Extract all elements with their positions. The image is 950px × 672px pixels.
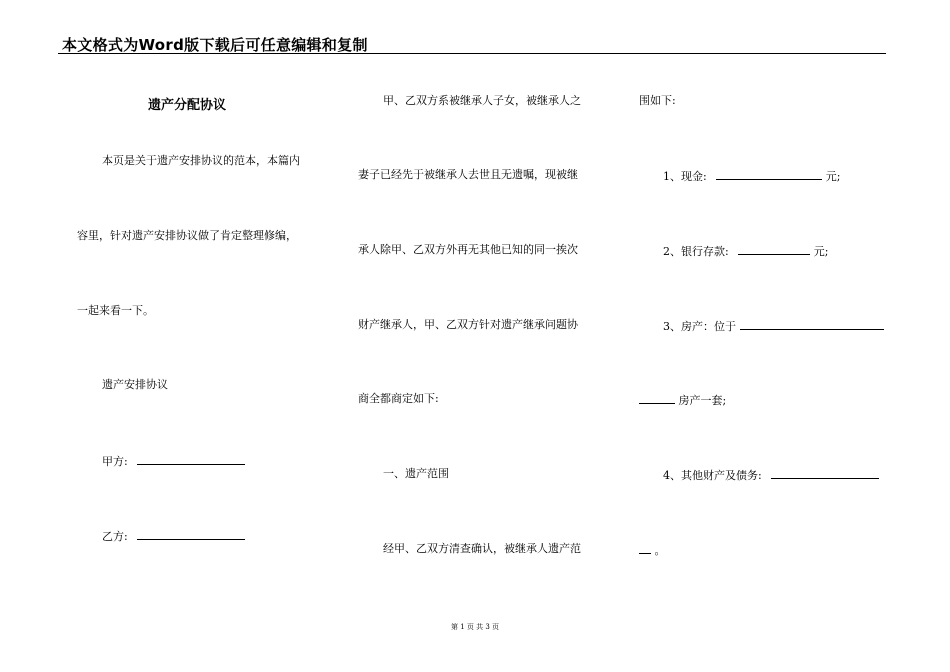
item-4-end: 。 [654,544,666,557]
item-4-blank [771,467,879,479]
section-1-text: 经甲、乙双方清查确认，被继承人遗产范 [383,542,581,555]
item-1-unit: 元; [825,170,841,183]
item-2-row [663,243,828,259]
item-1-blank [716,168,822,180]
item-1-row [663,168,840,184]
item-4-row [663,467,879,483]
item-3-blank [740,318,884,330]
party-b-label: 乙方: [102,530,128,543]
item-2-label: 2、银行存款: [663,245,729,258]
item-3-label: 3、房产：位于 [663,320,736,333]
party-b-blank [137,528,245,540]
item-3-cont: 房产一套; [678,394,727,407]
item-1-label: 1、现金: [663,170,707,183]
col3-line-1: 围如下: [639,94,676,107]
item-4-end-row [639,542,666,558]
col2-line-1: 甲、乙双方系被继承人子女，被继承人之 [383,94,581,107]
item-3-row [663,318,884,334]
party-a-blank [137,453,245,465]
party-a-label: 甲方: [102,455,128,468]
item-2-unit: 元; [813,245,829,258]
party-b-row [102,528,245,544]
item-3-cont-blank [639,392,675,404]
intro-line-3: 一起来看一下。 [77,304,154,317]
section-1-heading: 一、遗产范围 [383,467,449,480]
header-title: 本文格式为Word版下载后可任意编辑和复制 [62,36,368,54]
col2-line-4: 财产继承人，甲、乙双方针对遗产继承问题协 [358,318,578,331]
document-title: 遗产分配协议 [148,98,227,113]
party-a-row [102,453,245,469]
col2-line-3: 承人除甲、乙双方外再无其他已知的同一挨次 [358,243,578,256]
page-number: 第 1 页 共 3 页 [450,623,500,631]
item-4-end-blank [639,542,651,554]
item-3-cont-row [639,392,726,408]
item-4-label: 4、其他财产及债务: [663,469,762,482]
intro-line-1: 本页是关于遗产安排协议的范本，本篇内 [102,154,300,167]
header-rule [58,53,886,54]
col2-line-2: 妻子已经先于被继承人去世且无遗嘱，现被继 [358,168,578,181]
item-2-blank [738,243,810,255]
agreement-subtitle: 遗产安排协议 [102,378,168,391]
col2-line-5: 商全都商定如下: [358,392,439,405]
intro-line-2: 容里，针对遗产安排协议做了肯定整理修编， [77,229,297,242]
